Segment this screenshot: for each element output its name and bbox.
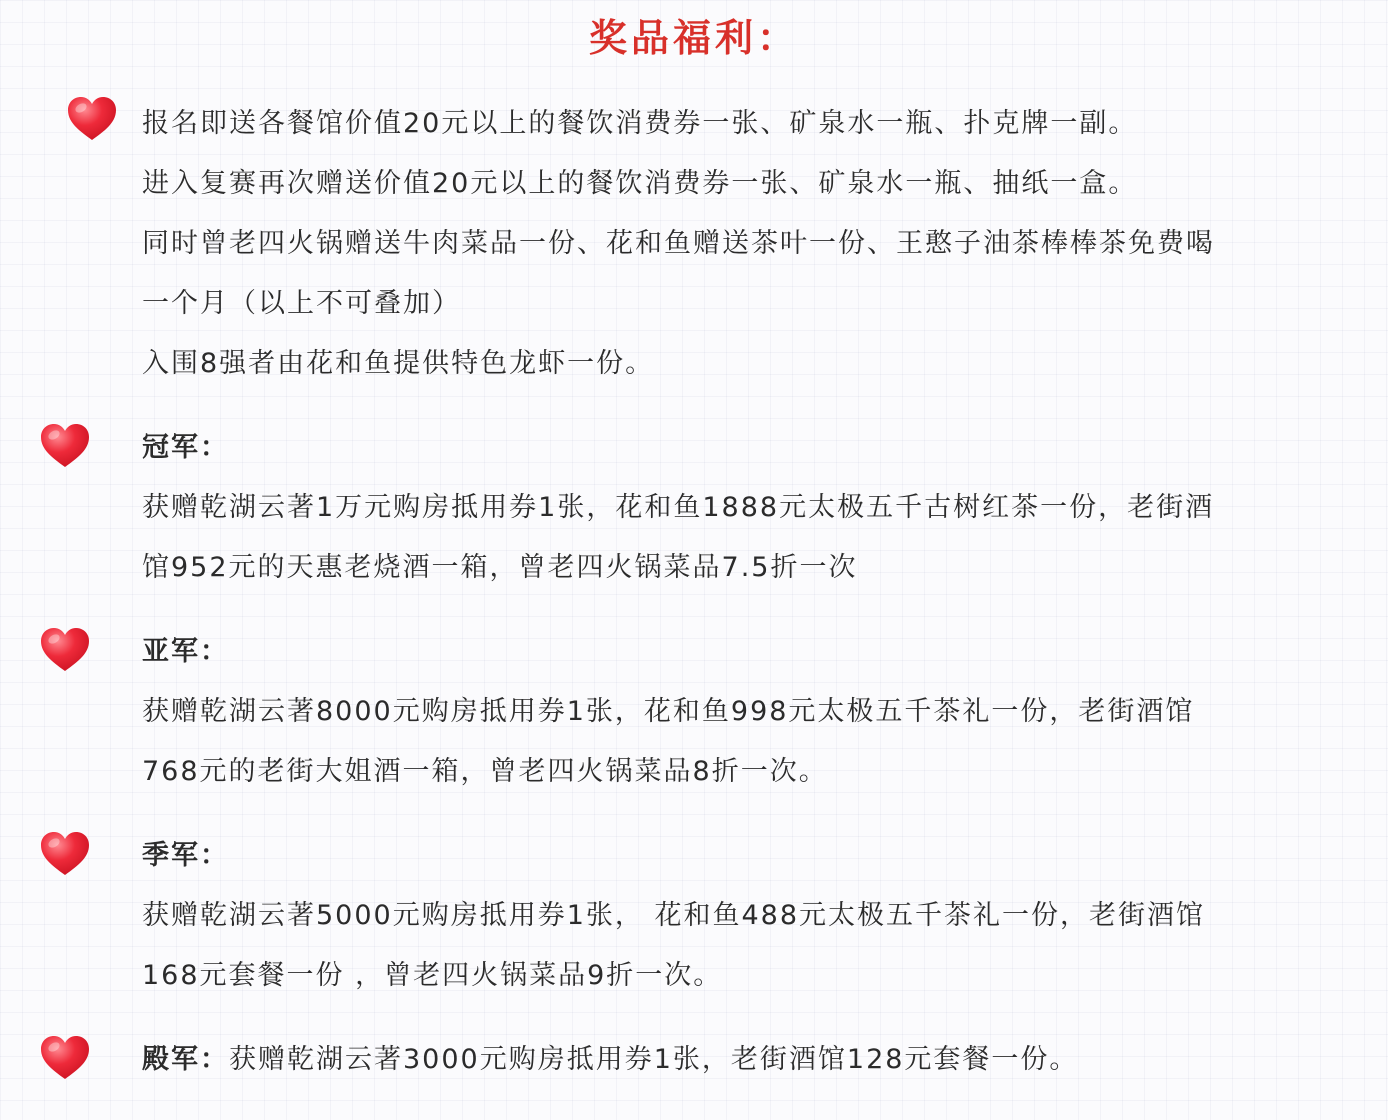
champion-line-1: 获赠乾湖云著1万元购房抵用券1张，花和鱼1888元太极五千古树红茶一份，老街酒	[142, 492, 1215, 523]
champion-line-2: 馆952元的天惠老烧酒一箱，曾老四火锅菜品7.5折一次	[142, 552, 858, 583]
fourth-text: 获赠乾湖云著3000元购房抵用券1张，老街酒馆128元套餐一份。	[229, 1044, 1079, 1075]
intro-line-1: 报名即送各餐馆价值20元以上的餐饮消费券一张、矿泉水一瓶、扑克牌一副。	[142, 108, 1138, 139]
page-title: 奖品福利：	[588, 16, 799, 60]
intro-line-4: 一个月（以上不可叠加）	[142, 288, 461, 319]
second-label: 亚军：	[142, 636, 229, 667]
third-line-2: 168元套餐一份 ，曾老四火锅菜品9折一次。	[142, 960, 723, 991]
third-line-1: 获赠乾湖云著5000元购房抵用券1张， 花和鱼488元太极五千茶礼一份，老街酒馆	[142, 900, 1206, 931]
heart-icon	[39, 422, 91, 470]
second-line-1: 获赠乾湖云著8000元购房抵用券1张，花和鱼998元太极五千茶礼一份，老街酒馆	[142, 696, 1195, 727]
intro-line-3: 同时曾老四火锅赠送牛肉菜品一份、花和鱼赠送茶叶一份、王憨子油茶棒棒茶免费喝	[142, 228, 1215, 259]
third-label: 季军：	[142, 840, 229, 871]
heart-icon	[39, 626, 91, 674]
intro-line-5: 入围8强者由花和鱼提供特色龙虾一份。	[142, 348, 655, 379]
intro-line-2: 进入复赛再次赠送价值20元以上的餐饮消费券一张、矿泉水一瓶、抽纸一盒。	[142, 168, 1138, 199]
fourth-label: 殿军：	[142, 1044, 229, 1075]
second-line-2: 768元的老街大姐酒一箱，曾老四火锅菜品8折一次。	[142, 756, 828, 787]
fourth-line	[142, 1040, 1078, 1080]
heart-icon	[66, 95, 118, 143]
heart-icon	[39, 1034, 91, 1082]
champion-label: 冠军：	[142, 432, 229, 463]
heart-icon	[39, 830, 91, 878]
